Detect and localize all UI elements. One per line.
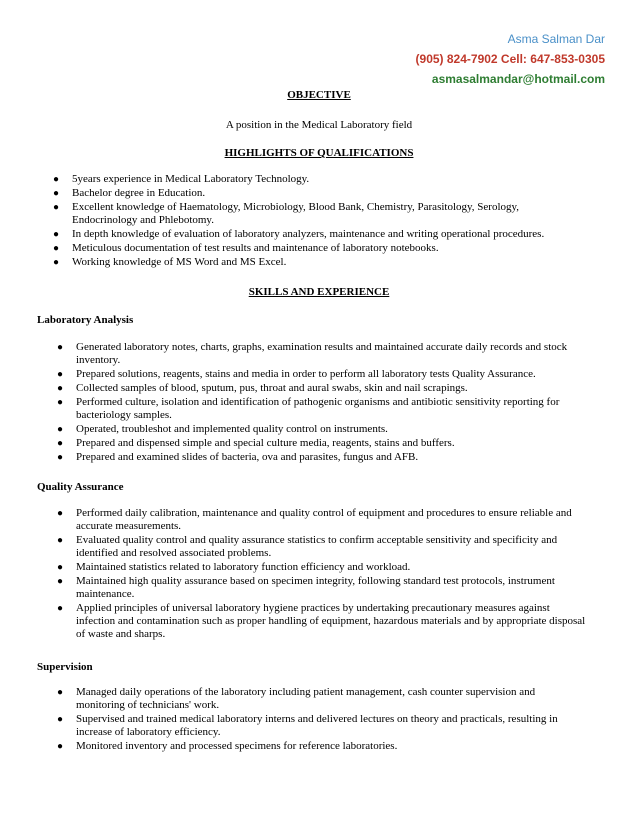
contact-name: Asma Salman Dar xyxy=(507,32,605,46)
list-item: ● Bachelor degree in Education. xyxy=(53,187,206,199)
list-item: ● Evaluated quality control and quality assurance statistics to confirm acceptable sensitivity and specificity and identified and resolved associated problems. xyxy=(57,534,558,559)
bullet-icon: ● xyxy=(53,229,60,240)
bullet-icon: ● xyxy=(57,508,64,519)
list-item: ● Maintained statistics related to laboratory function efficiency and workload. xyxy=(57,561,411,573)
list-item: ● Performed daily calibration, maintenance and quality control of equipment and procedures to ensure reliable and accurate measurements. xyxy=(57,507,572,532)
bullet-icon: ● xyxy=(57,383,64,394)
list-item: ● Prepared and dispensed simple and special culture media, reagents, stains and buffers. xyxy=(57,437,455,449)
supervision-label: Supervision xyxy=(37,661,93,673)
bullet-icon: ● xyxy=(57,438,64,449)
list-item: ● Prepared solutions, reagents, stains and media in order to perform all laboratory tests Quality Assurance. xyxy=(57,368,536,380)
bullet-icon: ● xyxy=(57,741,64,752)
list-item: ● Monitored inventory and processed specimens for reference laboratories. xyxy=(57,740,398,752)
list-item: ● In depth knowledge of evaluation of laboratory analyzers, maintenance and writing operational procedures. xyxy=(53,228,545,240)
list-item: ● Working knowledge of MS Word and MS Excel. xyxy=(53,256,287,268)
highlights-list xyxy=(53,173,583,270)
list-item: ● Collected samples of blood, sputum, pus, throat and aural swabs, skin and nail scrapings. xyxy=(57,382,468,394)
contact-email: asmasalmandar@hotmail.com xyxy=(431,72,605,86)
bullet-icon: ● xyxy=(57,342,64,353)
objective-text: A position in the Medical Laboratory field xyxy=(225,119,413,131)
list-item: ● Operated, troubleshot and implemented quality control on instruments. xyxy=(57,423,388,435)
list-item: ● Meticulous documentation of test results and maintenance of laboratory notebooks. xyxy=(53,242,439,254)
objective-heading: OBJECTIVE xyxy=(287,89,351,101)
bullet-icon: ● xyxy=(53,188,60,199)
bullet-icon: ● xyxy=(57,369,64,380)
lab-analysis-label: Laboratory Analysis xyxy=(37,314,134,326)
list-item: ● Generated laboratory notes, charts, graphs, examination results and maintained accurate daily records and stock inventory. xyxy=(57,341,568,366)
list-item: ● Prepared and examined slides of bacteria, ova and parasites, fungus and AFB. xyxy=(57,451,419,463)
lab-analysis-list xyxy=(57,341,587,465)
bullet-icon: ● xyxy=(57,562,64,573)
list-item: ● Maintained high quality assurance based on specimen integrity, following standard test protocols, instrument maintenance. xyxy=(57,575,555,600)
bullet-icon: ● xyxy=(57,452,64,463)
bullet-icon: ● xyxy=(57,603,64,614)
bullet-icon: ● xyxy=(57,535,64,546)
quality-assurance-list xyxy=(57,507,587,642)
bullet-icon: ● xyxy=(57,424,64,435)
bullet-icon: ● xyxy=(53,174,60,185)
bullet-icon: ● xyxy=(57,687,64,698)
list-item: ● Applied principles of universal laboratory hygiene practices by undertaking precautionary measures against infection and contamination such as proper handling of equipment, hazardous materials and by appropriate disposal of waste and sharps. xyxy=(57,602,586,640)
supervision-list xyxy=(57,686,585,754)
contact-block xyxy=(416,29,605,89)
list-item: ● Managed daily operations of the laboratory including patient management, cash counter supervision and monitoring of technicians' work. xyxy=(57,686,536,711)
bullet-icon: ● xyxy=(57,576,64,587)
list-item: ● Performed culture, isolation and identification of pathogenic organisms and antibiotic sensitivity reporting for bacteriology samples. xyxy=(57,396,560,421)
quality-assurance-label: Quality Assurance xyxy=(37,481,124,493)
bullet-icon: ● xyxy=(53,243,60,254)
list-item: ● Supervised and trained medical laboratory interns and delivered lectures on theory and practicals, resulting in increase of laboratory efficiency. xyxy=(57,713,558,738)
bullet-icon: ● xyxy=(53,202,60,213)
highlights-heading: HIGHLIGHTS OF QUALIFICATIONS xyxy=(224,147,414,159)
bullet-icon: ● xyxy=(57,397,64,408)
list-item: ● Excellent knowledge of Haematology, Microbiology, Blood Bank, Chemistry, Parasitology, Serology, Endocrinology and Phlebotomy. xyxy=(53,201,520,226)
skills-heading: SKILLS AND EXPERIENCE xyxy=(248,286,390,298)
list-item: ● 5years experience in Medical Laboratory Technology. xyxy=(53,173,310,185)
bullet-icon: ● xyxy=(57,714,64,725)
bullet-icon: ● xyxy=(53,257,60,268)
contact-phone: (905) 824-7902 Cell: 647-853-0305 xyxy=(415,52,605,66)
